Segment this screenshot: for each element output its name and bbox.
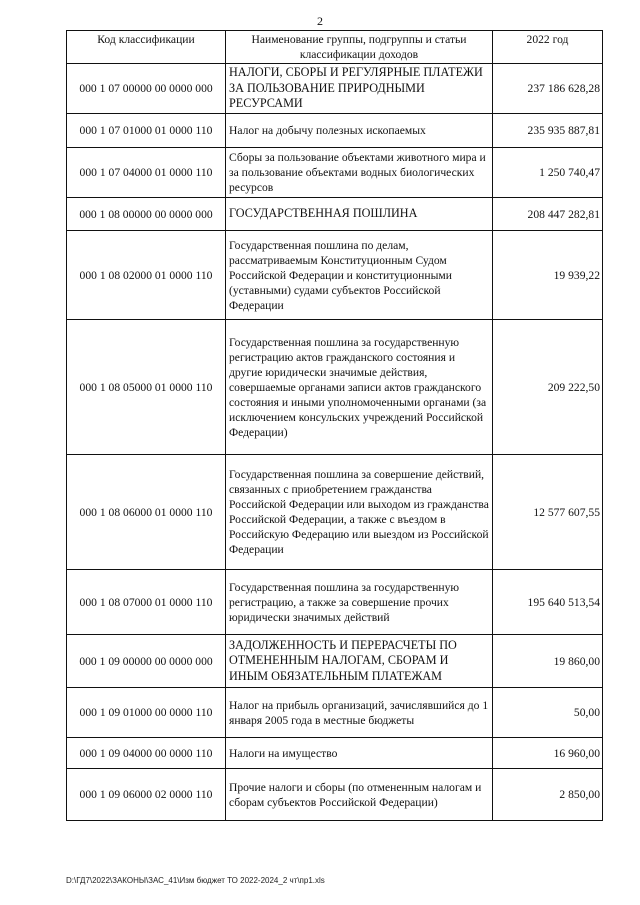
- row-code: 000 1 08 02000 01 0000 110: [67, 231, 226, 320]
- table-row: [67, 738, 603, 769]
- row-code: 000 1 07 04000 01 0000 110: [67, 148, 226, 198]
- row-name: ЗАДОЛЖЕННОСТЬ И ПЕРЕРАСЧЕТЫ ПО ОТМЕНЕННЫМ НАЛОГАМ, СБОРАМ И ИНЫМ ОБЯЗАТЕЛЬНЫМ ПЛАТЕЖАМ: [226, 635, 493, 688]
- row-code: 000 1 09 06000 02 0000 110: [67, 769, 226, 821]
- row-amount: 235 935 887,81: [493, 114, 603, 148]
- row-amount: 19 860,00: [493, 635, 603, 688]
- table-row: [67, 455, 603, 570]
- row-code: 000 1 09 04000 00 0000 110: [67, 738, 226, 769]
- table-row: [67, 64, 603, 114]
- row-amount: 208 447 282,81: [493, 198, 603, 231]
- row-code: 000 1 07 00000 00 0000 000: [67, 64, 226, 114]
- row-amount: 1 250 740,47: [493, 148, 603, 198]
- row-amount: 12 577 607,55: [493, 455, 603, 570]
- row-name: Сборы за пользование объектами животного мира и за пользование объектами водных биологических ресурсов: [226, 148, 493, 198]
- table-row: [67, 320, 603, 455]
- file-path-footer: D:\ГД7\2022\ЗАКОНЫ\ЗАС_41\Изм бюджет ТО 2022-2024_2 чт\пр1.xls: [66, 876, 325, 885]
- header-name: Наименование группы, подгруппы и статьи классификации доходов: [226, 31, 493, 64]
- row-code: 000 1 09 00000 00 0000 000: [67, 635, 226, 688]
- header-code: Код классификации: [67, 31, 226, 64]
- row-name: Государственная пошлина по делам, рассматриваемым Конституционным Судом Российской Федерации и конституционными (уставными) судами субъектов Российской Федерации: [226, 231, 493, 320]
- table-row: [67, 769, 603, 821]
- row-code: 000 1 08 05000 01 0000 110: [67, 320, 226, 455]
- table-row: [67, 570, 603, 635]
- table-row: [67, 148, 603, 198]
- row-code: 000 1 07 01000 01 0000 110: [67, 114, 226, 148]
- row-amount: 50,00: [493, 688, 603, 738]
- revenue-table: [66, 30, 603, 821]
- table-header-row: [67, 31, 603, 64]
- row-code: 000 1 08 06000 01 0000 110: [67, 455, 226, 570]
- table-row: [67, 231, 603, 320]
- row-name: Государственная пошлина за государственную регистрацию, а также за совершение прочих юридически значимых действий: [226, 570, 493, 635]
- table-row: [67, 114, 603, 148]
- row-name: ГОСУДАРСТВЕННАЯ ПОШЛИНА: [226, 198, 493, 231]
- row-name: Государственная пошлина за совершение действий, связанных с приобретением гражданства Российской Федерации или выходом из гражданства Российской Федерации, а также с въездом в Российскую Федерацию или выездом из Российской Федерации: [226, 455, 493, 570]
- table-row: [67, 635, 603, 688]
- page-number: 2: [317, 14, 323, 28]
- table-row: [67, 688, 603, 738]
- row-code: 000 1 08 00000 00 0000 000: [67, 198, 226, 231]
- row-amount: 237 186 628,28: [493, 64, 603, 114]
- row-name: Налоги на имущество: [226, 738, 493, 769]
- table-row: [67, 198, 603, 231]
- row-code: 000 1 08 07000 01 0000 110: [67, 570, 226, 635]
- row-name: Налог на добычу полезных ископаемых: [226, 114, 493, 148]
- row-code: 000 1 09 01000 00 0000 110: [67, 688, 226, 738]
- row-amount: 19 939,22: [493, 231, 603, 320]
- row-amount: 2 850,00: [493, 769, 603, 821]
- row-amount: 16 960,00: [493, 738, 603, 769]
- row-name: Прочие налоги и сборы (по отмененным налогам и сборам субъектов Российской Федерации): [226, 769, 493, 821]
- row-name: Государственная пошлина за государственную регистрацию актов гражданского состояния и другие юридически значимые действия, совершаемые органами записи актов гражданского состояния и иными уполномоченными органами (за исключением консульских учреждений Российской Федерации): [226, 320, 493, 455]
- row-name: НАЛОГИ, СБОРЫ И РЕГУЛЯРНЫЕ ПЛАТЕЖИ ЗА ПОЛЬЗОВАНИЕ ПРИРОДНЫМИ РЕСУРСАМИ: [226, 64, 493, 114]
- header-year: 2022 год: [493, 31, 603, 64]
- row-name: Налог на прибыль организаций, зачислявшийся до 1 января 2005 года в местные бюджеты: [226, 688, 493, 738]
- row-amount: 195 640 513,54: [493, 570, 603, 635]
- row-amount: 209 222,50: [493, 320, 603, 455]
